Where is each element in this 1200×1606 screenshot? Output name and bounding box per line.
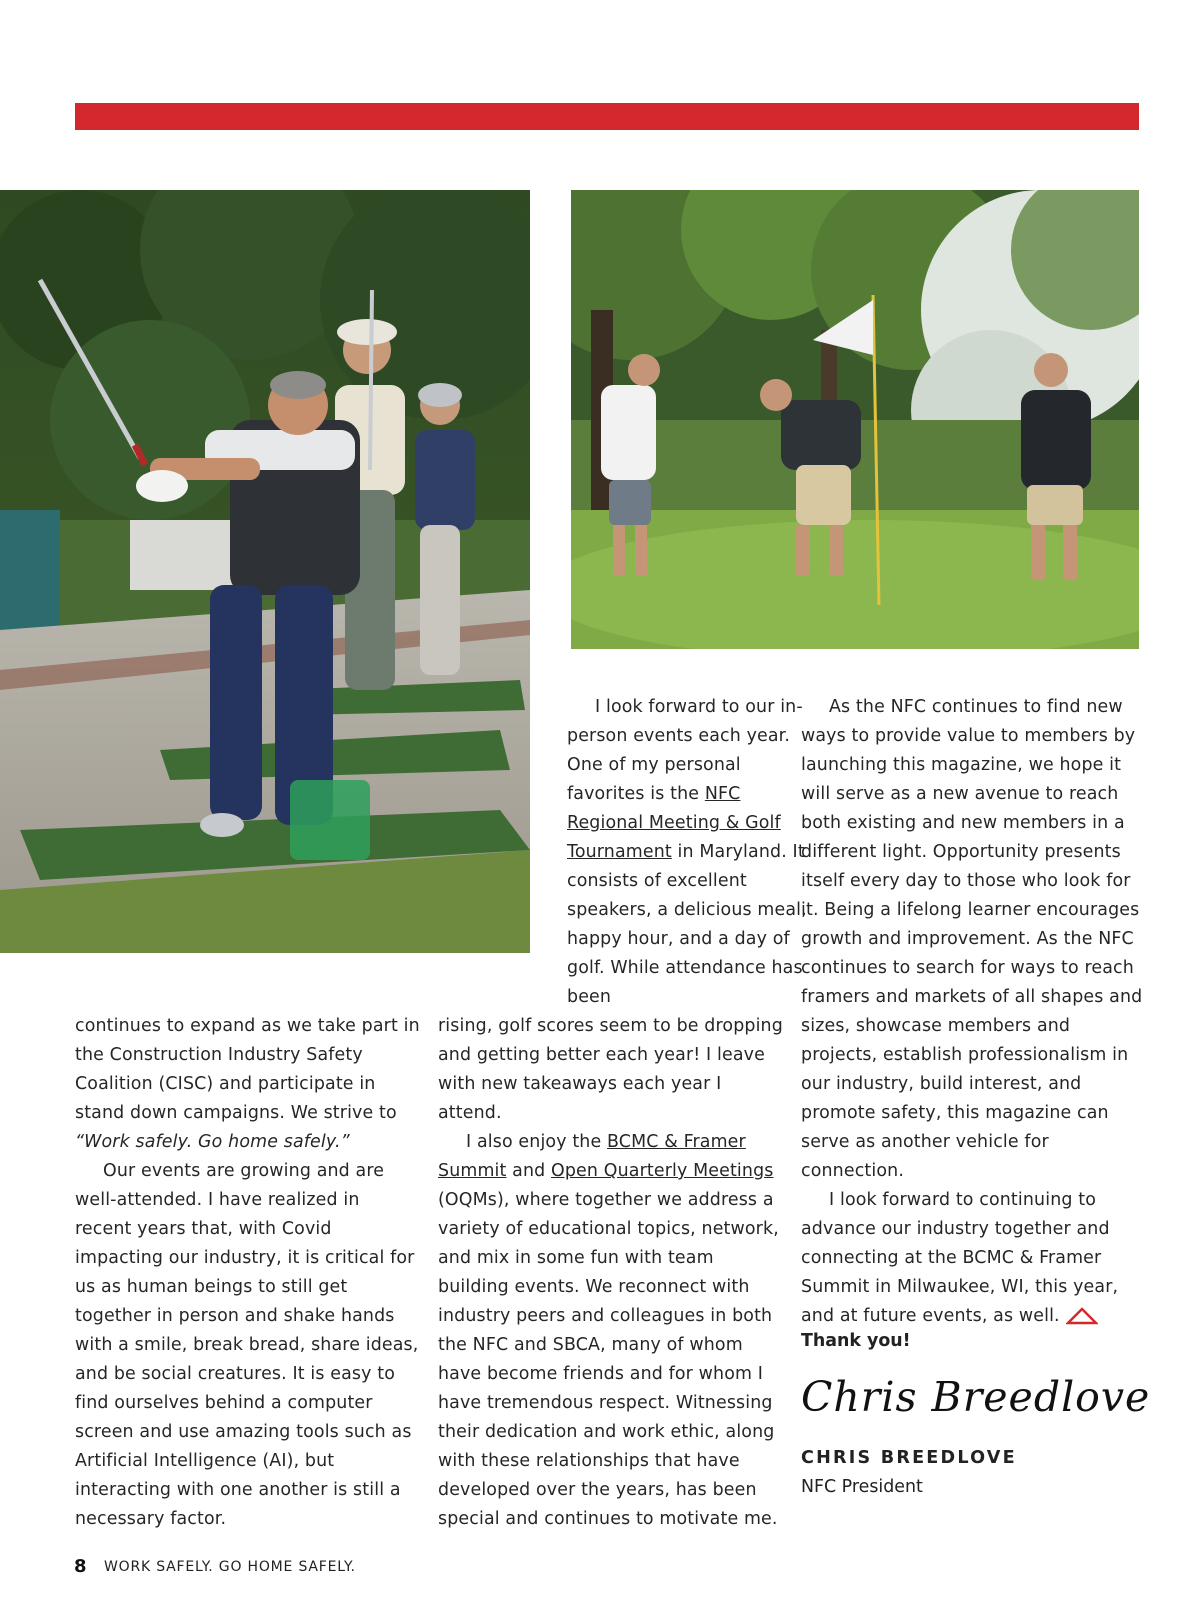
- golfers-putting-green-photo: [571, 190, 1139, 649]
- col3-paragraph-2: [801, 1186, 1146, 1331]
- article-column-1: [75, 1012, 420, 1534]
- page-number: 8: [74, 1556, 87, 1577]
- col2-p1-text-a: I look forward to our in-person events each year. One of my personal favorites is the: [567, 697, 803, 804]
- end-of-article-triangle-icon: [1066, 1307, 1098, 1325]
- col1-paragraph-1: [75, 1012, 420, 1157]
- safety-motto-quote: “Work safely. Go home safely.”: [75, 1132, 350, 1152]
- col3-paragraph-1: As the NFC continues to find new ways to provide value to members by launching this magazine, we hope it will serve as a new avenue to reach both existing and new members in a different light. Opportunity presents itself every day to those who look for it. Being a lifelong learner encourages growth and improvement. As the NFC continues to search for ways to reach framers and markets of all shapes and sizes, showcase members and projects, establish professionalism in our industry, build interest, and promote safety, this magazine can serve as another vehicle for connection.: [801, 697, 1143, 1181]
- nfc-regional-meeting-link[interactable]: NFC Regional Meeting & Golf Tournament: [567, 784, 781, 862]
- golfer-driving-range-photo: [0, 190, 530, 953]
- open-quarterly-meetings-link[interactable]: Open Quarterly Meetings: [551, 1161, 774, 1181]
- col2-p1-text-b: in Maryland. It consists of excellent speakers, a delicious meal, happy hour, and a day of golf. While attendance has been: [567, 842, 807, 1007]
- col2-paragraph-1: [567, 693, 807, 1012]
- col1-paragraph-2: Our events are growing and are well-attended. I have realized in recent years that, with Covid impacting our industry, it is critical for us as human beings to still get together in person and shake hands with a smile, break bread, share ideas, and be social creatures. It is easy to find ourselves behind a computer screen and use amazing tools such as Artificial Intelligence (AI), but interacting with one another is still a necessary factor.: [75, 1161, 419, 1529]
- col2-paragraph-1-cont: rising, golf scores seem to be dropping and getting better each year! I leave with new takeaways each year I attend.: [438, 1016, 783, 1123]
- author-title: NFC President: [801, 1477, 923, 1497]
- col1-p1-text: continues to expand as we take part in the Construction Industry Safety Coalition (CISC) and participate in stand down campaigns. We strive to: [75, 1016, 420, 1123]
- article-column-3: [801, 693, 1146, 1331]
- col2-p2-text-c: (OQMs), where together we address a variety of educational topics, network, and mix in some fun with team building events. We reconnect with industry peers and colleagues in both the NFC and SBCA, many of whom have become friends and for whom I have tremendous respect. Witnessing their dedication and work ethic, along with these relationships that have developed over the years, has been special and continues to motivate me.: [438, 1190, 779, 1529]
- thank-you-note: Thank you!: [801, 1331, 911, 1351]
- bcmc-framer-summit-link[interactable]: BCMC & Framer Summit: [438, 1132, 746, 1181]
- col3-p2-text: I look forward to continuing to advance our industry together and connecting at the BCMC & Framer Summit in Milwaukee, WI, this year, and at future events, as well.: [801, 1190, 1119, 1326]
- article-column-2-bottom: [438, 1012, 783, 1534]
- author-name: CHRIS BREEDLOVE: [801, 1448, 1017, 1468]
- col2-p2-text-b: and: [506, 1161, 552, 1181]
- footer-tagline: WORK SAFELY. GO HOME SAFELY.: [104, 1559, 356, 1575]
- col2-paragraph-2: [438, 1128, 783, 1534]
- header-accent-bar: [75, 103, 1139, 130]
- col2-p2-text-a: I also enjoy the: [466, 1132, 608, 1152]
- article-column-2-top: [567, 693, 807, 1012]
- author-signature: Chris Breedlove: [801, 1373, 1151, 1421]
